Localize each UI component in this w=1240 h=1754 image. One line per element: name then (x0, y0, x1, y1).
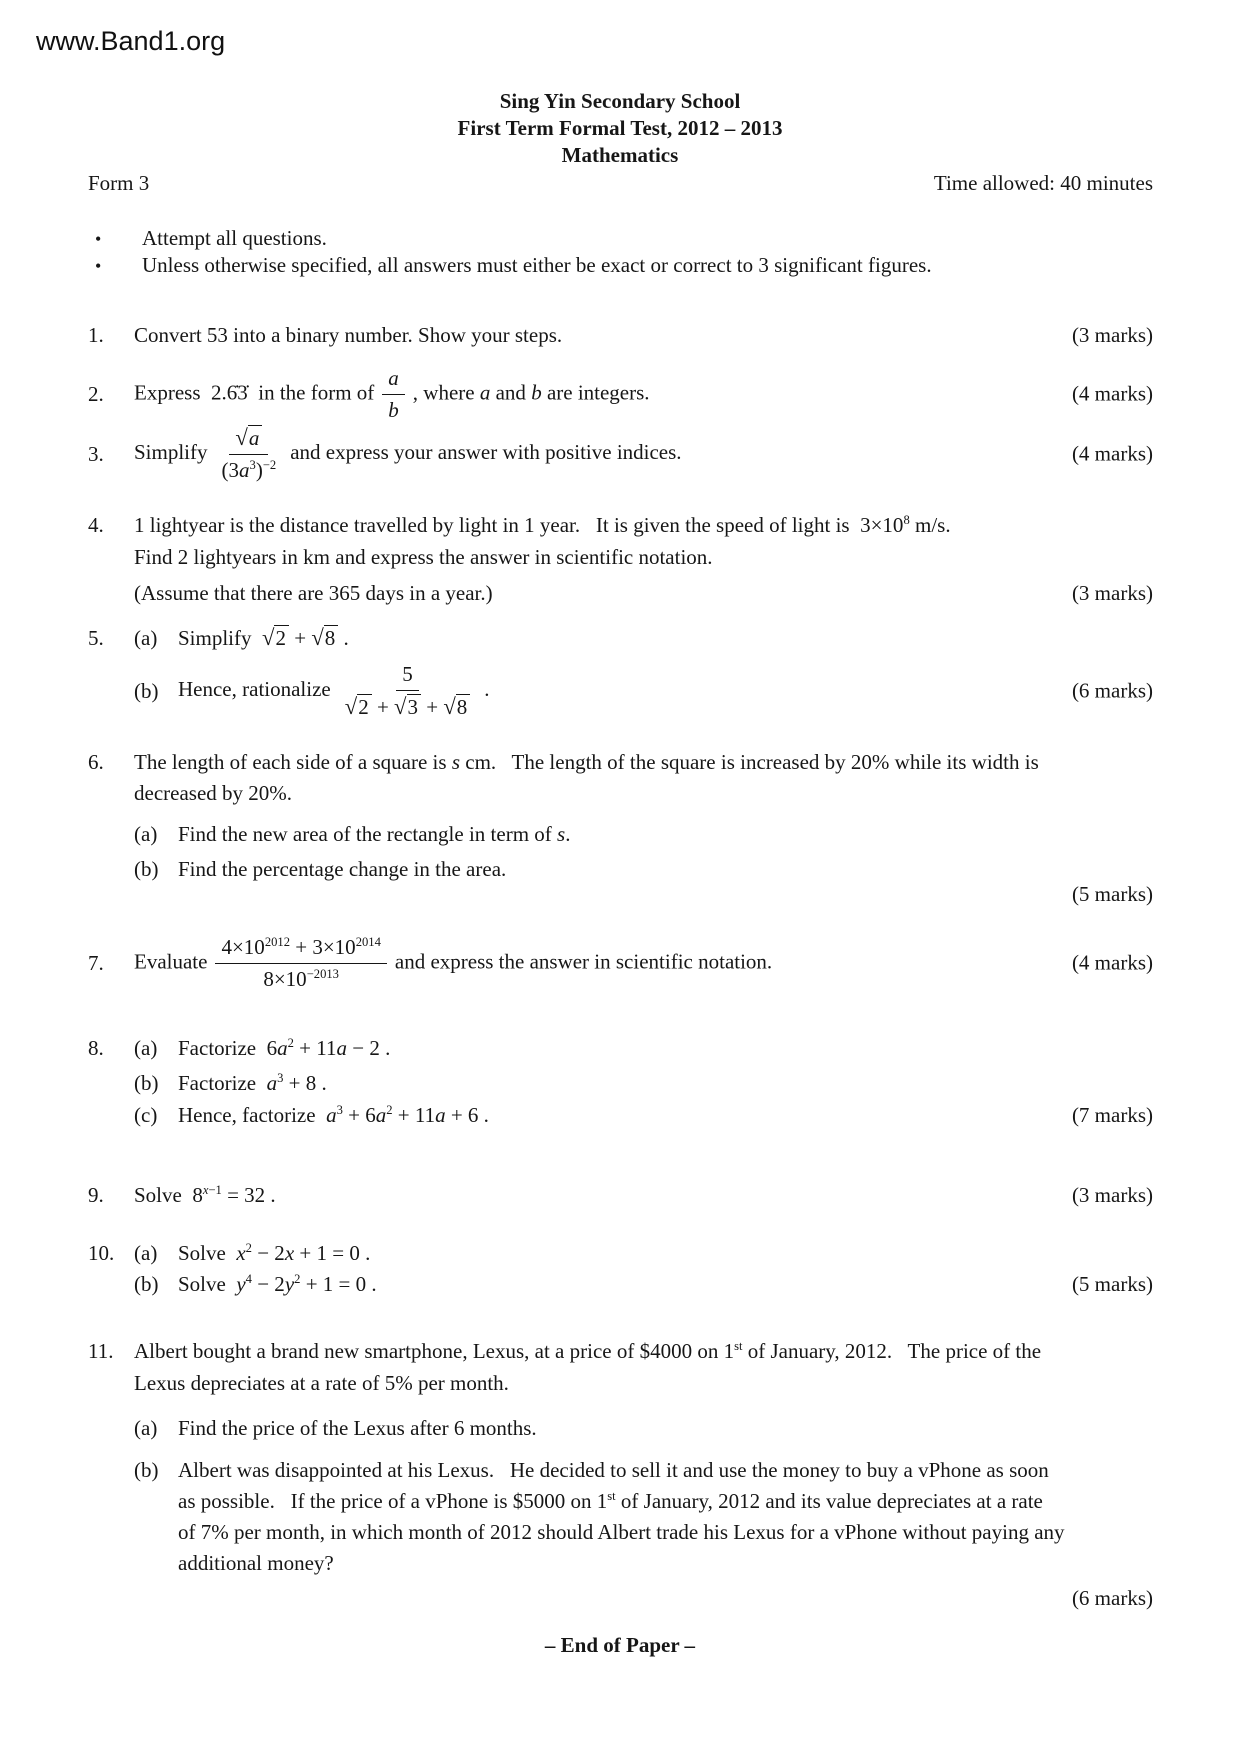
part-text: Hence, factorize $a^3 + 6a^2 + 11a + 6$ . (178, 1102, 489, 1127)
part-text: Find the percentage change in the area. (178, 857, 507, 881)
question-5b (88, 651, 1153, 731)
question-11b-line-2: as possible. If the price of a vPhone is $5000 on 1st of January, 2012 and its value depreciates at a rate (178, 1488, 1043, 1513)
question-6-line-2: decreased by 20%. (134, 781, 293, 805)
part-text: Albert was disappointed at his Lexus. He decided to sell it and use the money to buy a vPhone as soon (178, 1458, 1049, 1482)
question-11b-line-3: of 7% per month, in which month of 2012 should Albert trade his Lexus for a vPhone without paying any (178, 1520, 1065, 1544)
question-number: 11. (88, 1339, 114, 1363)
fraction: $\frac{5}{√2 + √3 + √8}$ (339, 660, 477, 722)
question-7 (88, 923, 1153, 1003)
question-text: The length of each side of a square is s cm. The length of the square is increased by 20% while its width is (134, 750, 1039, 774)
part-text: Simplify √2 + √8 . (178, 625, 349, 650)
question-number: 5. (88, 626, 104, 650)
question-number: 8. (88, 1036, 104, 1060)
question-number: 10. (88, 1241, 115, 1265)
part-label: (b) (134, 678, 159, 703)
question-9 (88, 1180, 1153, 1211)
question-11b-line-1 (88, 1455, 1153, 1486)
marks-label: (4 marks) (1071, 381, 1153, 406)
school-name: Sing Yin Secondary School (499, 89, 741, 113)
question-11a (88, 1413, 1153, 1444)
question-text: 1 lightyear is the distance travelled by light in 1 year. It is given the speed of light is $3\times 10^8$ m/s. (134, 512, 951, 537)
question-10a (88, 1238, 1153, 1269)
instruction-2: • Unless otherwise specified, all answers must either be exact or correct to 3 significant figures. (88, 250, 1153, 282)
end-of-paper: – End of Paper – (544, 1633, 696, 1657)
question-number: 2. (88, 381, 104, 406)
marks-label: (6 marks) (1071, 678, 1153, 703)
marks-label: (4 marks) (1071, 441, 1153, 466)
part-text: Factorize $a^3 + 8$ . (178, 1070, 327, 1095)
instruction-1: • Attempt all questions. (88, 223, 1153, 255)
question-4-line-2: Find 2 lightyears in km and express the answer in scientific notation. (134, 545, 713, 569)
question-11-marks (88, 1583, 1153, 1614)
question-11b-line-4: additional money? (178, 1551, 334, 1575)
fraction: $\frac{a}{b}$ (382, 364, 405, 425)
part-text: Factorize $6a^2 + 11a - 2$ . (178, 1035, 391, 1060)
marks-label: (5 marks) (1071, 1272, 1153, 1296)
part-label: (a) (134, 1241, 158, 1265)
question-6-line-1 (88, 747, 1153, 778)
marks-label: (6 marks) (1071, 1586, 1153, 1610)
fraction: $\frac{√a}{(3a^3)^{-2}}$ (221, 425, 277, 482)
question-8b (88, 1068, 1153, 1099)
question-4-line-3: (Assume that there are 365 days in a year.) (3 marks) (88, 578, 1153, 609)
test-title: First Term Formal Test, 2012 – 2013 (457, 116, 783, 140)
part-text: Find the price of the Lexus after 6 months. (178, 1416, 537, 1440)
marks-label: (3 marks) (1071, 1183, 1153, 1207)
question-text: Solve $8^{x-1} = 32$ . (134, 1182, 276, 1207)
part-label: (a) (134, 1416, 158, 1440)
question-8c (88, 1100, 1153, 1131)
question-4-line-1 (88, 510, 1153, 541)
part-text: Solve $y^4 - 2y^2 + 1 = 0$ . (178, 1271, 377, 1296)
question-number: 6. (88, 750, 104, 774)
time-allowed: Time allowed: 40 minutes (933, 171, 1153, 195)
marks-label: (3 marks) (1071, 581, 1153, 605)
form-time-row (88, 170, 1153, 197)
part-label: (b) (134, 1272, 159, 1296)
question-number: 3. (88, 441, 104, 466)
question-5a (88, 622, 1153, 654)
question-1 (88, 320, 1153, 351)
question-text: Convert 53 into a binary number. Show your steps. (134, 323, 563, 347)
marks-label: (3 marks) (1071, 323, 1153, 347)
question-11-line-1 (88, 1336, 1153, 1367)
bullet-icon: • (95, 229, 102, 249)
question-number: 7. (88, 950, 104, 975)
question-number: 4. (88, 513, 104, 537)
question-text: Albert bought a brand new smartphone, Lexus, at a price of $4000 on 1st of January, 2012. The price of the (134, 1338, 1042, 1363)
part-text: Solve $x^2 - 2x + 1 = 0$ . (178, 1240, 371, 1265)
marks-label: (4 marks) (1071, 950, 1153, 975)
question-6a (88, 819, 1153, 850)
watermark-url: www.Band1.org (36, 26, 226, 56)
subject-title: Mathematics (561, 143, 679, 167)
question-11-line-2: Lexus depreciates at a rate of 5% per month. (134, 1371, 509, 1395)
form-level: Form 3 (88, 171, 150, 195)
question-8a (88, 1033, 1153, 1064)
part-label: (c) (134, 1103, 158, 1127)
part-label: (a) (134, 822, 158, 846)
question-number: 1. (88, 323, 104, 347)
question-3 (88, 412, 1153, 496)
fraction: $\frac{4\times 10^{2012} + 3\times 10^{2014}}{8\times 10^{-2013}}$ (215, 933, 386, 994)
question-text: Evaluate $\frac{4\times 10^{2012} + 3\times 10^{2014}}{8\times 10^{-2013}}$ and express the answer in scientific notation. (134, 933, 772, 994)
question-10b (88, 1269, 1153, 1300)
part-label: (b) (134, 1458, 159, 1482)
part-label: (a) (134, 626, 158, 650)
part-label: (b) (134, 1071, 159, 1095)
marks-label: (5 marks) (1071, 882, 1153, 906)
document-header (0, 88, 1240, 169)
part-label: (a) (134, 1036, 158, 1060)
question-text: Express 2.6̇3̇ in the form of $\frac{a}{b}$ , where a and b are integers. (134, 364, 650, 425)
part-text: Find the new area of the rectangle in term of s. (178, 822, 571, 846)
part-label: (b) (134, 857, 159, 881)
part-text: Hence, rationalize $\frac{5}{√2 + √3 + √8}$ . (178, 660, 490, 722)
marks-label: (7 marks) (1071, 1103, 1153, 1127)
question-6-marks (88, 879, 1153, 910)
bullet-icon: • (95, 256, 102, 276)
question-text: Simplify $\frac{√a}{(3a^3)^{-2}}$ and express your answer with positive indices. (134, 423, 682, 485)
question-number: 9. (88, 1183, 104, 1207)
